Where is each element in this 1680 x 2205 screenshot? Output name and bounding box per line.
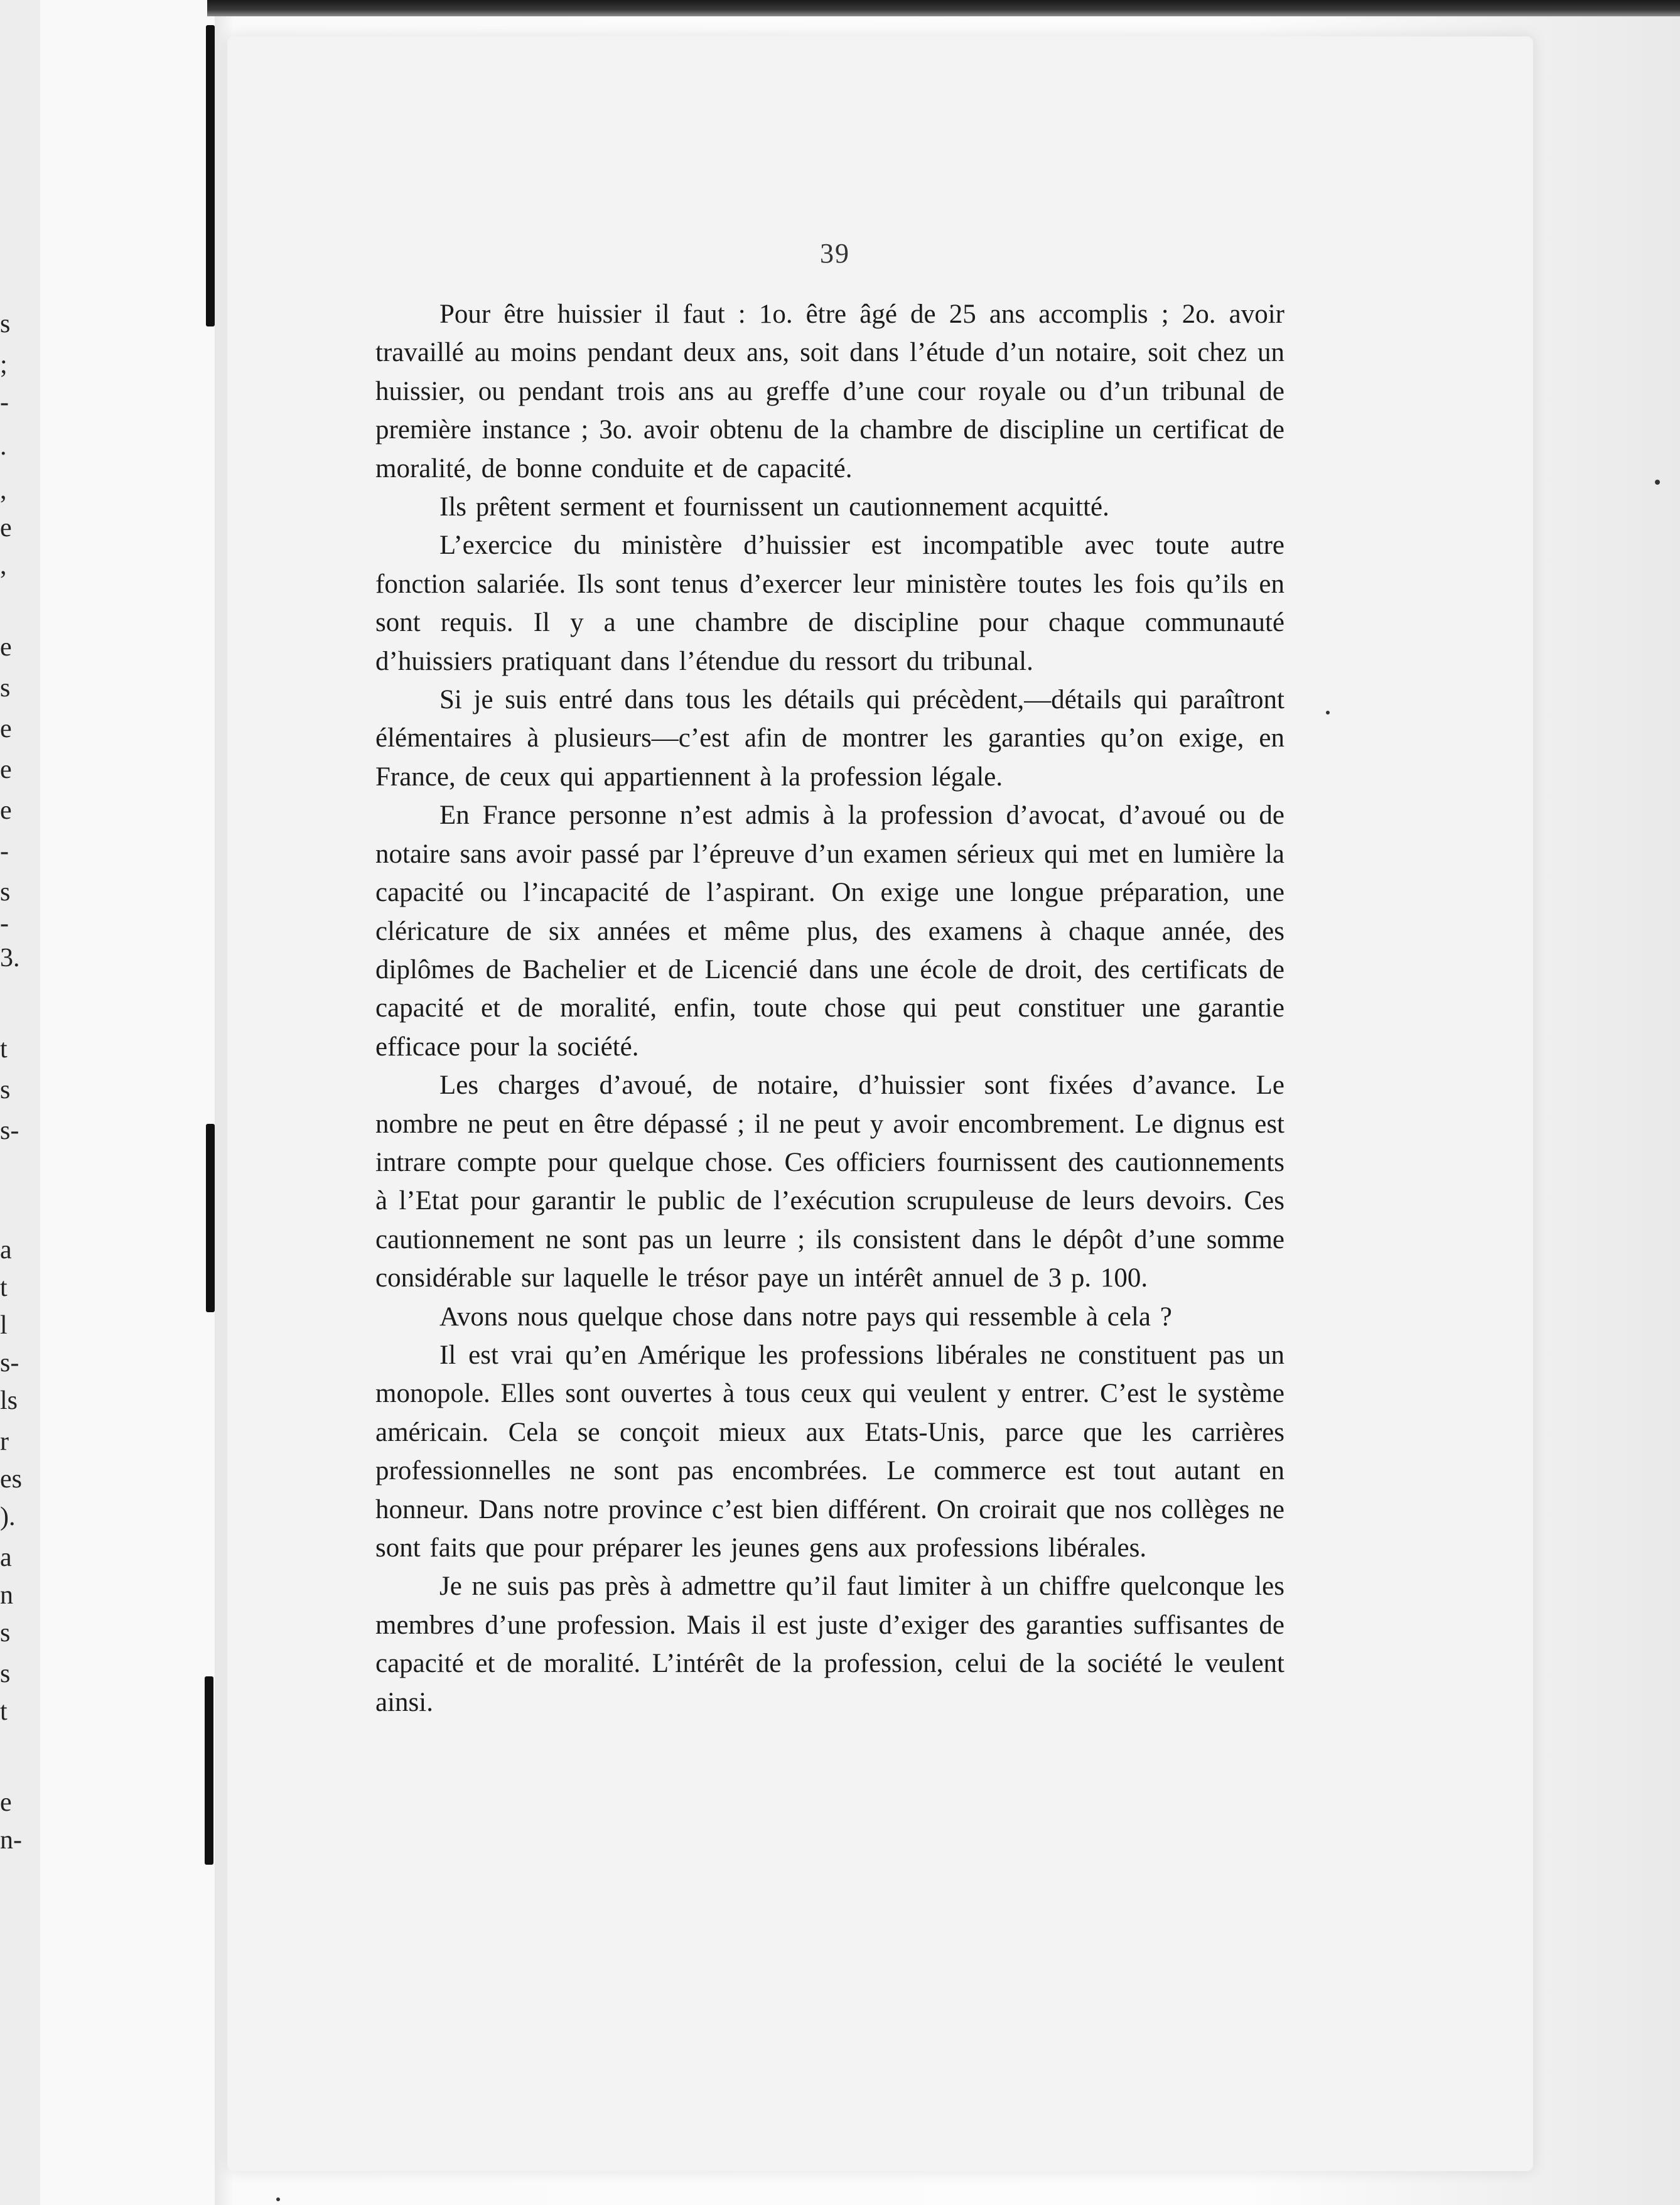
edge-letter-fragment: t: [0, 1035, 8, 1064]
edge-letter-fragment: r: [0, 1427, 9, 1456]
edge-letter-fragment: ,: [0, 476, 7, 505]
paragraph: Les charges d’avoué, de notaire, d’huissier sont fixées d’avance. Le nombre ne peut en être dépassé ; il ne peut y avoir encombrement. Le dignus est intrare compte pour quelque chose. Ces officiers fournissent des cautionnements à l’Etat pour garantir le public de l’exécution scrupuleuse de leurs devoirs. Ces cautionnement ne sont pas un leurre ; ils consistent dans le dépôt d’une somme considérable sur laquelle le trésor paye un intérêt annuel de 3 p. 100.: [375, 1070, 1284, 1293]
body-text: [375, 295, 1284, 1722]
edge-letter-fragment: e: [0, 755, 12, 784]
binding-mark: [205, 1676, 213, 1865]
edge-letter-fragment: -: [0, 909, 9, 938]
dust-speck: [1655, 480, 1660, 485]
paragraph: Je ne suis pas près à admettre qu’il faut limiter à un chiffre quelconque les membres d’une profession. Mais il est juste d’exiger des garanties suffisantes de capacité et de moralité. L’intérêt de la profession, celui de la société le veulent ainsi.: [375, 1572, 1284, 1717]
edge-letter-fragment: s: [0, 674, 11, 703]
page-gutter: [40, 0, 215, 2205]
dust-speck: [1326, 711, 1330, 714]
edge-letter-fragment: a: [0, 1236, 12, 1264]
edge-letter-fragment: ;: [0, 350, 8, 379]
edge-letter-fragment: 3.: [0, 944, 20, 973]
paragraph: Il est vrai qu’en Amérique les professions libérales ne constituent pas un monopole. Elles sont ouvertes à tous ceux qui veulent y entrer. C’est le système américain. Cela se conçoit mieux aux Etats-Unis, parce que les carrières professionnelles ne sont pas encombrées. Le commerce est tout autant en honneur. Dans notre province c’est bien différent. On croirait que nos collèges ne sont faits que pour préparer les jeunes gens aux professions libérales.: [375, 1340, 1284, 1563]
paragraph: Avons nous quelque chose dans notre pays qui ressemble à cela ?: [439, 1302, 1172, 1332]
top-scan-rule: [207, 0, 1680, 16]
edge-letter-fragment: ).: [0, 1502, 16, 1531]
edge-letter-fragment: l: [0, 1311, 8, 1340]
edge-letter-fragment: s: [0, 1659, 11, 1688]
page-number: 39: [820, 238, 850, 269]
edge-letter-fragment: ls: [0, 1386, 18, 1415]
edge-letter-fragment: -: [0, 837, 9, 866]
edge-letter-fragment: t: [0, 1273, 8, 1302]
paragraph: Pour être huissier il faut : 1o. être âgé de 25 ans accomplis ; 2o. avoir travaillé au moins pendant deux ans, soit dans l’étude d’un notaire, soit chez un huissier, ou pendant trois ans au greffe d’une cour royale ou d’un tribunal de première instance ; 3o. avoir obtenu de la chambre de discipline un certificat de moralité, de bonne conduite et de capacité.: [375, 299, 1284, 483]
edge-letter-fragment: a: [0, 1543, 12, 1572]
edge-letter-fragment: s-: [0, 1349, 19, 1377]
edge-letter-fragment: s: [0, 1619, 11, 1647]
paragraph: Si je suis entré dans tous les détails qui précèdent,—détails qui paraîtront élémentaires à plusieurs—c’est afin de montrer les garanties qu’on exige, en France, de ceux qui appartiennent à la profession légale.: [375, 685, 1284, 792]
edge-letter-fragment: s-: [0, 1116, 19, 1145]
edge-letter-fragment: e: [0, 633, 12, 662]
edge-letter-fragment: n-: [0, 1826, 22, 1855]
edge-letter-fragment: -: [0, 388, 9, 417]
edge-letter-fragment: .: [0, 432, 7, 461]
edge-letter-fragment: s: [0, 310, 11, 338]
edge-letter-fragment: n: [0, 1581, 13, 1610]
paragraph: En France personne n’est admis à la profession d’avocat, d’avoué ou de notaire sans avoir passé par l’épreuve d’un examen sérieux qui met en lumière la capacité ou l’incapacité de l’aspirant. On exige une longue préparation, une cléricature de six années et même plus, des examens à chaque année, des diplômes de Bachelier et de Licencié dans une école de droit, des certificats de capacité et de moralité, enfin, toute chose qui peut constituer une garantie efficace pour la société.: [375, 801, 1284, 1062]
edge-letter-fragment: e: [0, 796, 12, 825]
edge-letter-fragment: e: [0, 1788, 12, 1817]
binding-mark: [206, 1124, 215, 1312]
paragraph: Ils prêtent serment et fournissent un cautionnement acquitté.: [439, 492, 1109, 522]
edge-letter-fragment: e: [0, 714, 12, 743]
edge-letter-fragment: e: [0, 514, 12, 542]
edge-letter-fragment: s: [0, 878, 11, 907]
dust-speck: [276, 2197, 280, 2201]
paragraph: L’exercice du ministère d’huissier est incompatible avec toute autre fonction salariée. Ils sont tenus d’exercer leur ministère toutes les fois qu’ils en sont requis. Il y a une chambre de discipline pour chaque communauté d’huissiers pratiquant dans l’étendue du ressort du tribunal.: [375, 531, 1284, 676]
binding-mark: [206, 25, 215, 326]
edge-letter-fragment: es: [0, 1465, 22, 1494]
edge-letter-fragment: t: [0, 1697, 8, 1726]
edge-letter-fragment: ,: [0, 551, 7, 580]
edge-letter-fragment: s: [0, 1076, 11, 1104]
